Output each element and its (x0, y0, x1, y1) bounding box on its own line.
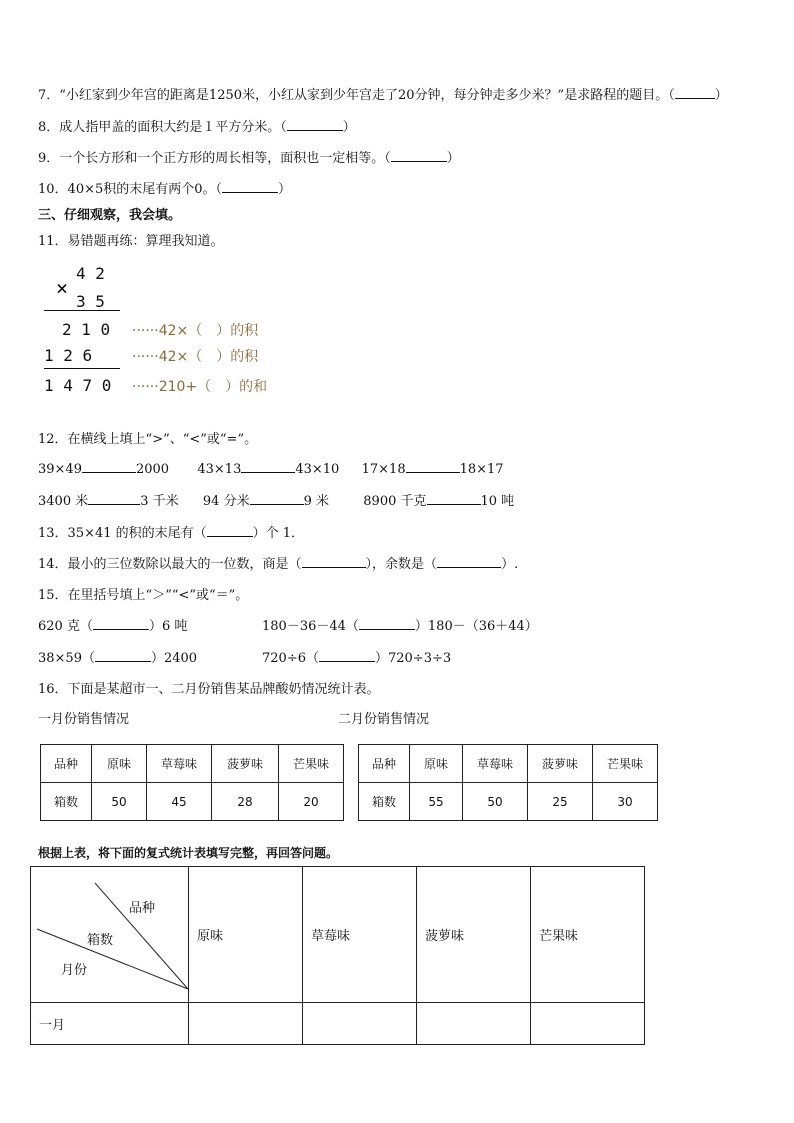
table-cell: 草莓味 (147, 745, 212, 783)
jan-caption: 一月份销售情况 (38, 712, 130, 727)
q15-row-2-right: 720÷6（ ）720÷3÷3 (262, 651, 452, 666)
note-3: ······210+（ ）的和 (132, 379, 268, 395)
q15-row-1: 620 克（ ）6 吨 (38, 619, 188, 634)
question-8: 8．成人指甲盖的面积大约是１平方分米。（ ） (38, 120, 356, 135)
input-cell[interactable] (303, 1003, 417, 1045)
corner-label-month: 月份 (61, 963, 88, 978)
divider-line (44, 310, 120, 311)
answer-blank[interactable] (207, 524, 253, 537)
final-product: 1 4 7 0 (44, 376, 112, 395)
answer-blank[interactable] (93, 617, 149, 630)
table-cell: 50 (92, 783, 147, 821)
jan-table (40, 744, 344, 821)
table-cell: 草莓味 (303, 867, 417, 1003)
table-row (31, 867, 645, 1003)
input-cell[interactable] (531, 1003, 645, 1045)
question-12: 12．在横线上填上“>”、“<”或“=”。 (38, 432, 258, 447)
answer-blank[interactable] (241, 460, 295, 473)
answer-blank[interactable] (675, 86, 715, 99)
question-9: 9．一个长方形和一个正方形的周长相等，面积也一定相等。（ ） (38, 151, 460, 166)
table-cell: 品种 (359, 745, 410, 783)
table-cell: 品种 (41, 745, 92, 783)
question-16: 16．下面是某超市一、二月份销售某品牌酸奶情况统计表。 (38, 682, 380, 697)
combined-table (30, 866, 645, 1045)
table-cell: 20 (279, 783, 344, 821)
answer-blank[interactable] (359, 617, 415, 630)
answer-blank[interactable] (250, 492, 304, 505)
q12-row-2: 3400 米 3 千米 94 分米 9 米 8900 千克 10 吨 (38, 494, 515, 509)
answer-blank[interactable] (437, 555, 501, 568)
table-cell: 芒果味 (531, 867, 645, 1003)
answer-blank[interactable] (427, 492, 481, 505)
corner-label-variety: 品种 (129, 901, 156, 916)
divider-line (44, 368, 120, 369)
section-title: 三、仔细观察，我会填。 (38, 208, 182, 223)
table-cell: 原味 (92, 745, 147, 783)
table-cell: 50 (463, 783, 528, 821)
table-cell: 原味 (410, 745, 463, 783)
table-row (41, 783, 344, 821)
partial-product-2: 1 2 6 (44, 346, 93, 365)
table-row (31, 1003, 645, 1045)
note-2: ······42×（ ）的积 (132, 349, 259, 365)
table-cell: 芒果味 (593, 745, 658, 783)
partial-product-1: 2 1 0 (62, 320, 111, 339)
answer-blank[interactable] (82, 460, 136, 473)
answer-blank[interactable] (302, 555, 366, 568)
table-cell: 草莓味 (463, 745, 528, 783)
question-15: 15．在里括号填上“＞”“<”或“＝”。 (38, 588, 249, 603)
table-row (41, 745, 344, 783)
table-cell: 25 (528, 783, 593, 821)
table-cell: 芒果味 (279, 745, 344, 783)
answer-blank[interactable] (406, 460, 460, 473)
diagonal-lines (31, 867, 196, 1003)
question-10: 10．40×5积的末尾有两个0。（ ） (38, 182, 292, 197)
table-cell: 30 (593, 783, 658, 821)
table-cell: 菠萝味 (528, 745, 593, 783)
q15-row-2: 38×59（ ）2400 (38, 651, 198, 666)
table-row (359, 745, 658, 783)
table-row (359, 783, 658, 821)
table-cell: 45 (147, 783, 212, 821)
table-cell: 箱数 (41, 783, 92, 821)
table-cell: 55 (410, 783, 463, 821)
note-1: ······42×（ ）的积 (132, 323, 259, 339)
question-13: 13．35×41 的积的末尾有（ ）个 1． (38, 526, 305, 541)
question-14: 14．最小的三位数除以最大的一位数，商是（ ），余数是（ ）. (38, 557, 519, 572)
multiplicand: 4 2 (76, 264, 105, 283)
question-7: 7．“小红家到少年宫的距离是1250米，小红从家到少年宫走了20分钟，每分钟走多少米？”是求路程的题目。（ ） (38, 88, 728, 103)
multiplier: 3 5 (76, 292, 105, 311)
q12-row-1: 39×49 2000 43×13 43×10 17×18 18×17 (38, 462, 504, 477)
answer-blank[interactable] (391, 149, 447, 162)
feb-caption: 二月份销售情况 (338, 712, 430, 727)
input-cell[interactable] (189, 1003, 303, 1045)
vertical-multiplication (40, 262, 340, 402)
table-cell: 一月 (31, 1003, 189, 1045)
table-cell: 原味 (189, 867, 303, 1003)
table-cell: 箱数 (359, 783, 410, 821)
times-sign: × (56, 276, 69, 300)
input-cell[interactable] (417, 1003, 531, 1045)
corner-label-boxes: 箱数 (87, 933, 114, 948)
feb-table (358, 744, 658, 821)
answer-blank[interactable] (88, 492, 140, 505)
answer-blank[interactable] (222, 180, 278, 193)
table-cell: 28 (212, 783, 279, 821)
table-cell: 菠萝味 (417, 867, 531, 1003)
answer-blank[interactable] (95, 649, 151, 662)
instruction: 根据上表，将下面的复式统计表填写完整，再回答问题。 (38, 846, 339, 860)
q15-row-1-right: 180－36－44（ ）180－（36＋44） (262, 619, 538, 634)
question-11: 11．易错题再练：算理我知道。 (38, 234, 224, 249)
table-cell: 菠萝味 (212, 745, 279, 783)
answer-blank[interactable] (319, 649, 375, 662)
diagonal-header-cell (31, 867, 189, 1003)
answer-blank[interactable] (287, 118, 343, 131)
